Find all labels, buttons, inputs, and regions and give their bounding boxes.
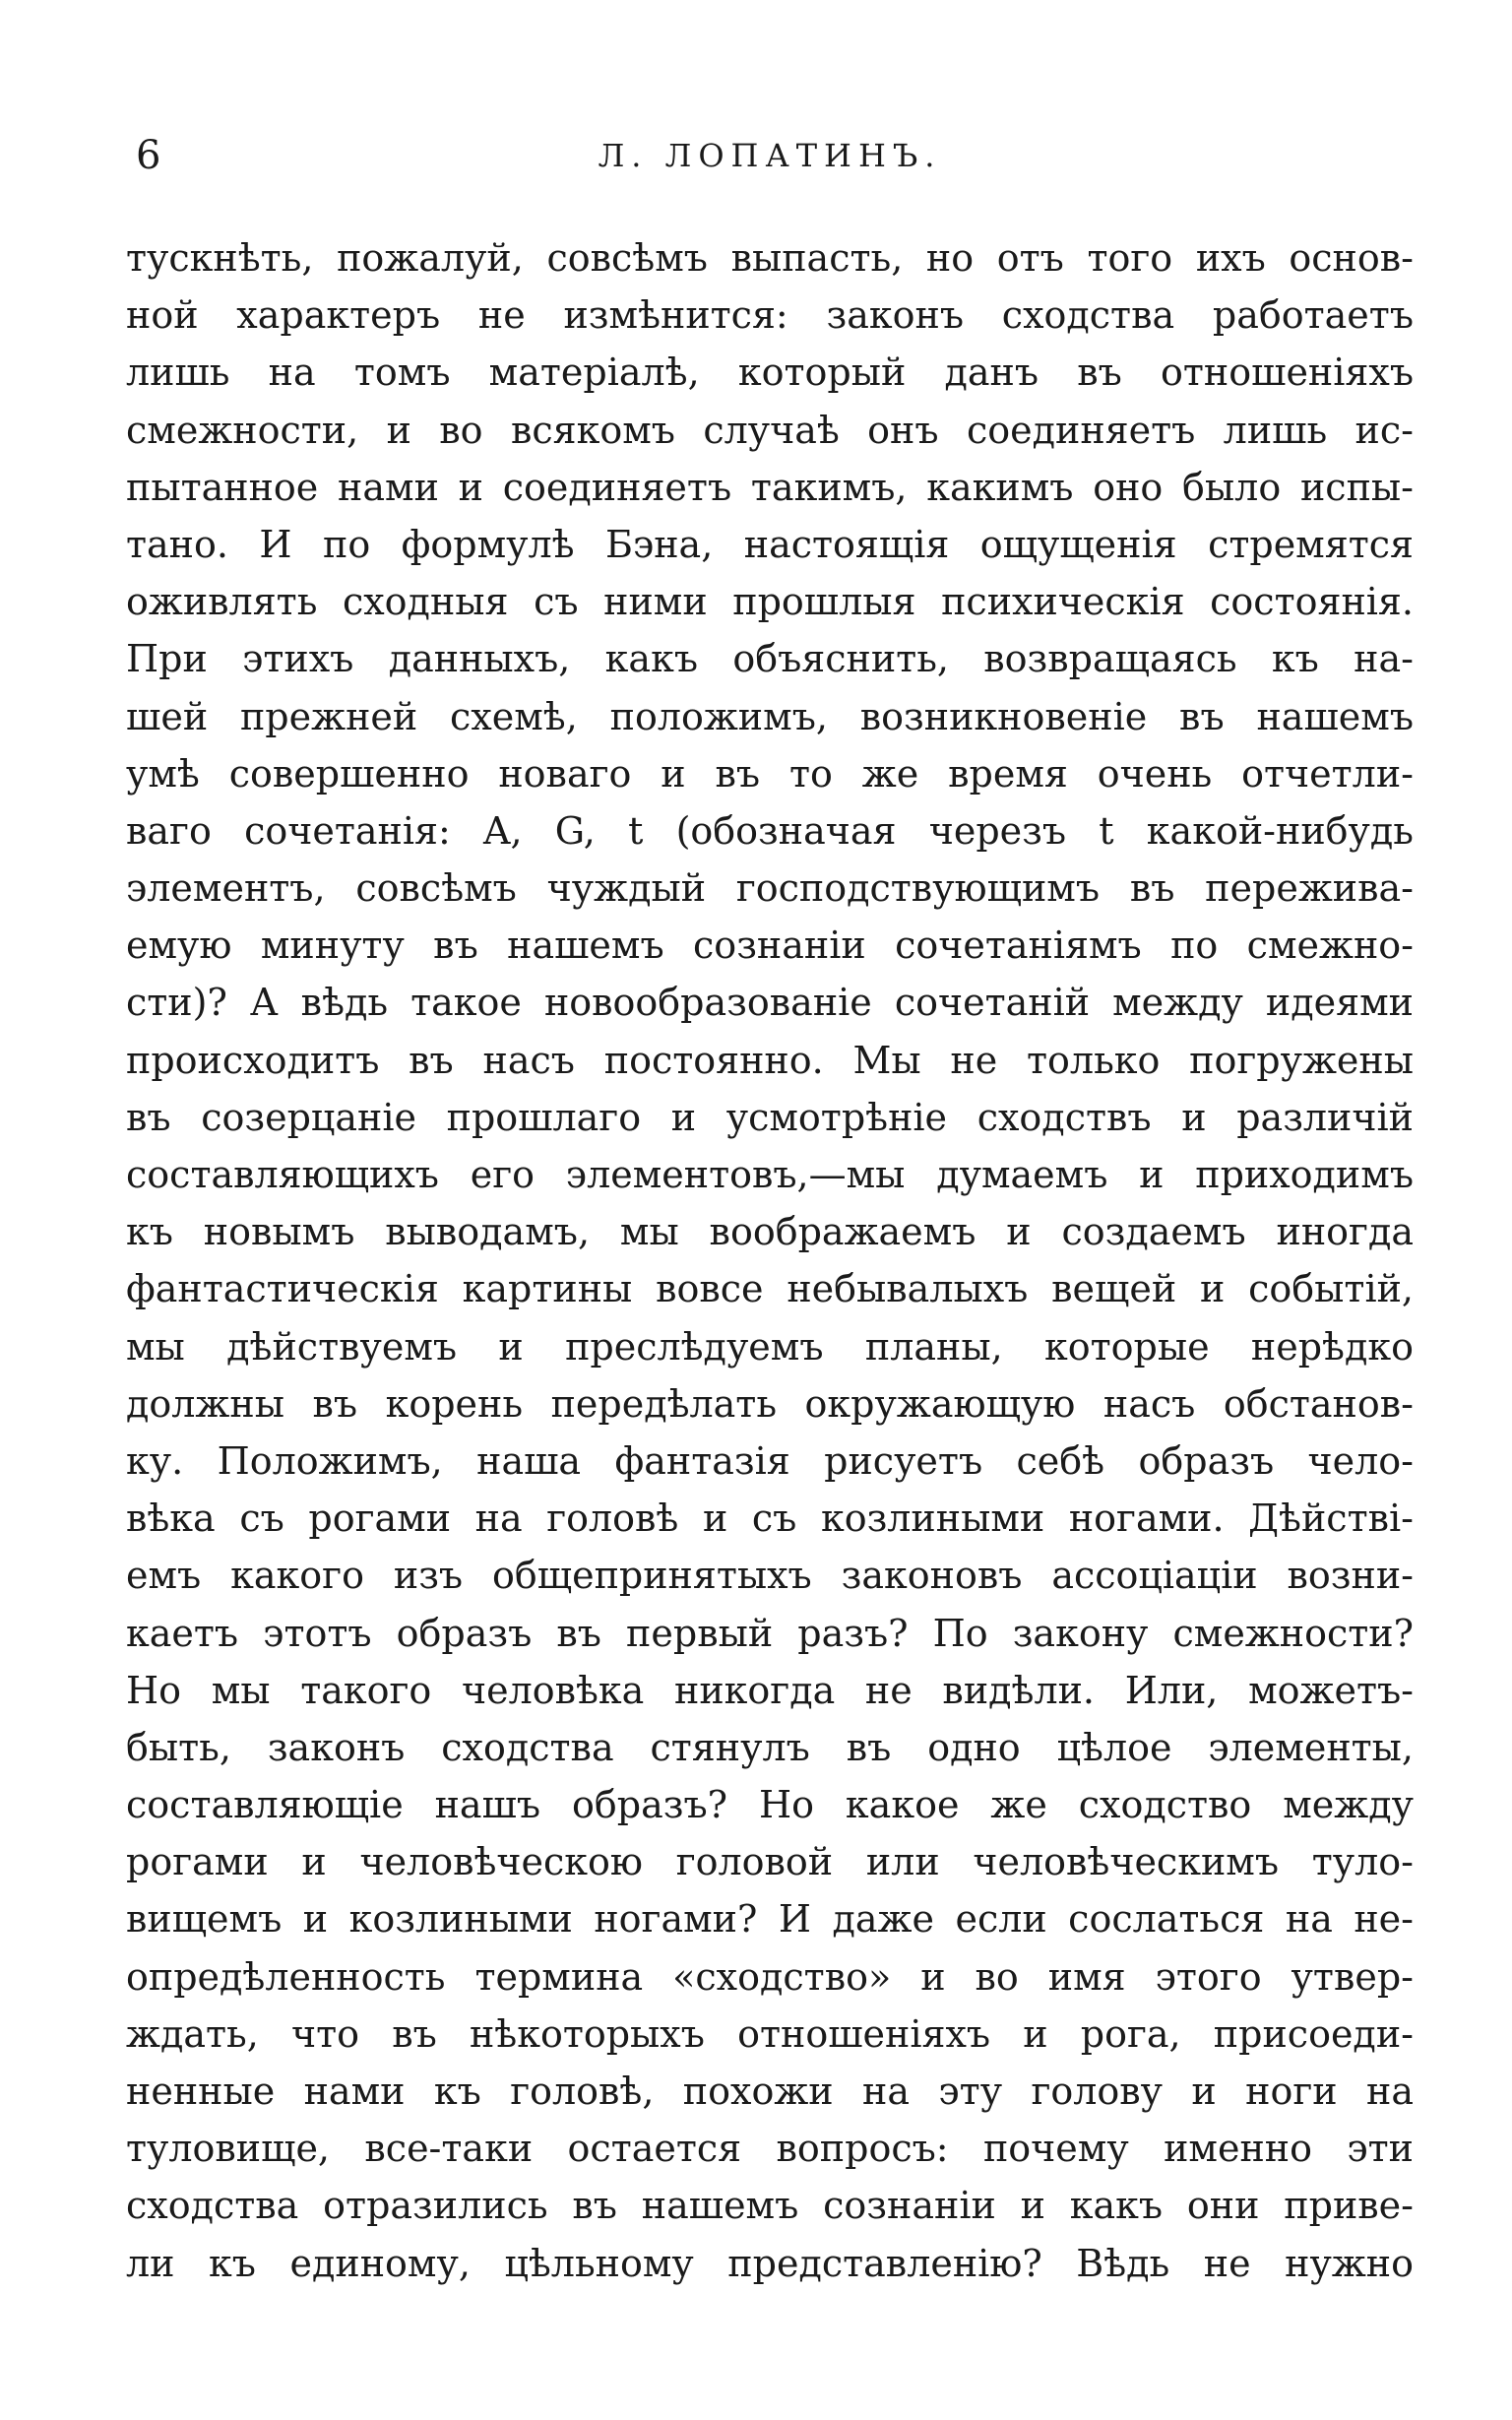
text-line: сти)? А вѣдь такое новообразованіе сочетаній между идеями [126, 981, 1414, 1025]
text-line: составляющихъ его элементовъ,—мы думаемъ и приходимъ [126, 1153, 1414, 1196]
page-header-author: Л. ЛОПАТИНЪ. [598, 137, 942, 174]
text-line: смежности, и во всякомъ случаѣ онъ соединяетъ лишь ис- [126, 408, 1414, 452]
text-line: ной характеръ не измѣнится: законъ сходства работаетъ [126, 293, 1414, 338]
text-line: ку. Положимъ, наша фантазія рисуетъ себѣ образъ чело- [126, 1438, 1414, 1483]
text-line: вищемъ и козлиными ногами? И даже если сослаться на не- [126, 1897, 1414, 1942]
text-line: ли къ единому, цѣльному представленію? Вѣдь не нужно [126, 2241, 1414, 2285]
text-line: происходитъ въ насъ постоянно. Мы не только погружены [126, 1038, 1414, 1082]
text-line: ваго сочетанія: A, G, t (обозначая черезъ t какой-нибудь [126, 808, 1414, 853]
text-line: должны въ корень передѣлать окружающую насъ обстанов- [126, 1381, 1414, 1426]
text-line: вѣка съ рогами на головѣ и съ козлиными ногами. Дѣйствi- [126, 1497, 1414, 1541]
text-line: къ новымъ выводамъ, мы воображаемъ и создаемъ иногда [126, 1210, 1414, 1254]
text-line: тано. И по формулѣ Бэна, настоящія ощущенія стремятся [126, 522, 1414, 566]
text-line: сходства отразились въ нашемъ сознаніи и какъ они приве- [126, 2184, 1414, 2228]
text-line: Но мы такого человѣка никогда не видѣли. Или, можетъ- [126, 1668, 1414, 1712]
text-line: въ созерцаніе прошлаго и усмотрѣніе сходствъ и различій [126, 1095, 1414, 1139]
body-text [126, 229, 1414, 2292]
text-line: лишь на томъ матеріалѣ, который данъ въ отношеніяхъ [126, 350, 1414, 395]
text-line: туловище, все-таки остается вопросъ: почему именно эти [126, 2127, 1414, 2171]
running-head [126, 126, 1414, 185]
text-line: каетъ этотъ образъ въ первый разъ? По закону смежности? [126, 1611, 1414, 1655]
text-line: быть, законъ сходства стянулъ въ одно цѣлое элементы, [126, 1725, 1414, 1769]
text-line: емъ какого изъ общепринятыхъ законовъ ассоціаціи возни- [126, 1554, 1414, 1598]
text-line: При этихъ данныхъ, какъ объяснить, возвращаясь къ на- [126, 637, 1414, 681]
page-number: 6 [136, 133, 161, 178]
text-line: опредѣленность термина «сходство» и во имя этого утвер- [126, 1954, 1414, 1999]
text-line: рогами и человѣческою головой или человѣческимъ туло- [126, 1840, 1414, 1884]
text-line: ненные нами къ головѣ, похожи на эту голову и ноги на [126, 2070, 1414, 2113]
text-line: фантастическія картины вовсе небывалыхъ вещей и событій, [126, 1267, 1414, 1311]
text-line: умѣ совершенно новаго и въ то же время очень отчетли- [126, 751, 1414, 796]
text-line: пытанное нами и соединяетъ такимъ, какимъ оно было испы- [126, 465, 1414, 509]
text-line: оживлять сходныя съ ними прошлыя психическія состоянія. [126, 580, 1414, 624]
text-line: мы дѣйствуемъ и преслѣдуемъ планы, которые нерѣдко [126, 1324, 1414, 1369]
text-line: составляющіе нашъ образъ? Но какое же сходство между [126, 1783, 1414, 1827]
text-line: шей прежней схемѣ, положимъ, возникновеніе въ нашемъ [126, 694, 1414, 738]
text-line: тускнѣть, пожалуй, совсѣмъ выпасть, но отъ того ихъ основ- [126, 236, 1414, 280]
text-line: элементъ, совсѣмъ чуждый господствующимъ въ пережива- [126, 866, 1414, 911]
text-line: ждать, что въ нѣкоторыхъ отношеніяхъ и рога, присоеди- [126, 2011, 1414, 2056]
text-line: емую минуту въ нашемъ сознаніи сочетаніямъ по смежно- [126, 923, 1414, 968]
